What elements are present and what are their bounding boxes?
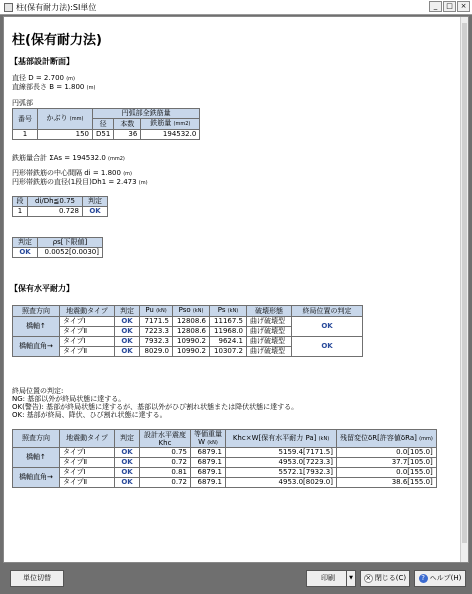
table-row <box>13 207 108 217</box>
table-cell: 7932.3 <box>140 337 173 347</box>
col-cover <box>38 109 93 130</box>
table-cell: di/Dh≦0.75 <box>28 197 83 207</box>
minimize-button[interactable]: _ <box>429 1 442 12</box>
table-cell: タイプⅠ <box>60 448 115 458</box>
table-cell <box>210 306 247 317</box>
table-cell: OK <box>115 448 140 458</box>
table-cell <box>173 306 210 317</box>
table-cell: 1 <box>13 130 38 140</box>
page-title: 柱(保有耐力法) <box>12 33 102 48</box>
table-cell: 1 <box>13 207 28 217</box>
text: (kN) <box>227 308 239 314</box>
table-row <box>13 458 437 468</box>
col-no: 番号 <box>13 109 38 130</box>
table-row <box>13 430 437 448</box>
table-cell: 地震動タイプ <box>60 430 115 448</box>
text: (m) <box>138 180 148 186</box>
table-cell: 11968.0 <box>210 327 247 337</box>
capacity-table <box>12 305 363 357</box>
section-design: 【基部設計断面】 <box>10 57 74 66</box>
table-cell: 曲げ破壊型 <box>247 327 292 337</box>
table-cell: 判定 <box>13 238 38 248</box>
diameter-line <box>12 74 75 83</box>
section-capacity: 【保有水平耐力】 <box>10 284 74 293</box>
maximize-button[interactable]: □ <box>443 1 456 12</box>
text: (kN) <box>192 308 204 314</box>
text: Khc <box>158 438 172 447</box>
table-row <box>13 337 363 347</box>
table-cell: 36 <box>114 130 141 140</box>
table-cell: 6879.1 <box>191 478 226 488</box>
table-cell <box>140 306 173 317</box>
table-cell: タイプⅡ <box>60 478 115 488</box>
table-cell: 7171.5 <box>140 317 173 327</box>
table-row <box>13 109 200 119</box>
table-cell: 曲げ破壊型 <box>247 317 292 327</box>
table-cell <box>191 430 226 448</box>
table-cell <box>337 430 437 448</box>
table-cell: 橋軸↑ <box>13 448 60 468</box>
note-ok: OK: 基部が終局、降伏、ひび割れ状態に達する。 <box>12 411 167 419</box>
note-title: 終局位置の判定: <box>12 387 64 395</box>
col-dia: 径 <box>93 119 114 130</box>
text: かぶり <box>46 114 68 122</box>
table-cell: 0.81 <box>140 468 191 478</box>
help-icon: ? <box>419 574 428 583</box>
table-row <box>13 197 108 207</box>
table-cell: タイプⅡ <box>60 327 115 337</box>
table-cell: OK <box>115 337 140 347</box>
text: (kN) <box>207 440 218 446</box>
table-cell: 橋軸↑ <box>13 317 60 337</box>
text: (mm) <box>69 116 84 122</box>
print-dropdown-button[interactable]: ▼ <box>346 570 356 587</box>
table-cell: 6879.1 <box>191 468 226 478</box>
table-row <box>13 317 363 327</box>
close-window-button[interactable]: × <box>457 1 470 12</box>
table-cell: 0.72 <box>140 458 191 468</box>
table-cell: OK <box>292 317 363 337</box>
col-group: 円弧部全鉄筋量 <box>93 109 200 119</box>
close-icon: × <box>365 573 372 582</box>
window-controls <box>429 1 470 12</box>
window-title: 柱(保有耐力法):SI単位 <box>16 2 97 12</box>
table-cell: 橋軸直角→ <box>13 337 60 357</box>
text: ヘルプ(H) <box>429 574 462 582</box>
text: 直線部長さ B = 1.800 <box>12 83 85 91</box>
table-row <box>13 238 103 248</box>
table-cell: 7223.3 <box>140 327 173 337</box>
table-cell: 地震動タイプ <box>60 306 115 317</box>
table-cell: 曲げ破壊型 <box>247 337 292 347</box>
text: W <box>198 438 206 446</box>
table-cell: 194532.0 <box>141 130 200 140</box>
table-row <box>13 448 437 458</box>
col-count: 本数 <box>114 119 141 130</box>
text: Khc×W[保有水平耐力 Pa] <box>232 433 317 442</box>
table-cell: 4953.0[7223.3] <box>226 458 337 468</box>
table-cell: 照査方向 <box>13 306 60 317</box>
text: 残留変位δR[許容値δRa] <box>340 433 417 442</box>
table-cell: D51 <box>93 130 114 140</box>
text: 直径 D = 2.700 <box>12 74 64 82</box>
col-area <box>141 119 200 130</box>
ratio-table <box>12 196 108 217</box>
table-cell: タイプⅠ <box>60 468 115 478</box>
table-cell: タイプⅠ <box>60 337 115 347</box>
table-cell: 10990.2 <box>173 337 210 347</box>
table-cell: 10990.2 <box>173 347 210 357</box>
table-cell: 判定 <box>115 430 140 448</box>
table-cell: 12808.6 <box>173 327 210 337</box>
table-cell: 4953.0[8029.0] <box>226 478 337 488</box>
table-cell: 判定 <box>83 197 108 207</box>
text: 円形帯鉄筋の中心間隔 di = 1.800 <box>12 169 121 177</box>
title-bar <box>0 0 472 15</box>
table-row <box>13 248 103 258</box>
table-cell: OK <box>13 248 38 258</box>
table-cell: 8029.0 <box>140 347 173 357</box>
text: 円形帯鉄筋の直径(1段目)Dh1 = 2.473 <box>12 178 137 186</box>
text: Pu <box>145 306 154 314</box>
table-cell: 判定 <box>115 306 140 317</box>
text: 等価重量 <box>194 430 222 438</box>
note-warning: OK(警告): 基部が終局状態に達するが、基部以外がひび割れ状態または降伏状態に達する。 <box>12 403 299 411</box>
length-line <box>12 83 95 92</box>
table-cell: 0.728 <box>28 207 83 217</box>
table-cell: 6879.1 <box>191 458 226 468</box>
text: (mm2) <box>173 121 191 127</box>
total-rebar <box>12 154 125 163</box>
table-cell: タイプⅡ <box>60 458 115 468</box>
text: (m) <box>86 85 96 91</box>
text: (kN) <box>156 308 167 314</box>
text: Ps <box>217 306 226 314</box>
table-cell: OK <box>115 468 140 478</box>
table-cell: 11167.5 <box>210 317 247 327</box>
text: 閉じる(C) <box>374 574 407 582</box>
table-cell: 橋軸直角→ <box>13 468 60 488</box>
table-cell: 150 <box>38 130 93 140</box>
vertical-scrollbar[interactable] <box>460 17 468 562</box>
table-cell: 0.0[105.0] <box>337 448 437 458</box>
table-cell: タイプⅡ <box>60 347 115 357</box>
report-view[interactable] <box>3 16 469 563</box>
table-cell: ρs[下限値] <box>38 238 103 248</box>
table-cell: 0.75 <box>140 448 191 458</box>
table-cell: OK <box>115 478 140 488</box>
table-row <box>13 306 363 317</box>
circle-rebar-table <box>12 108 200 140</box>
rho-table <box>12 237 103 258</box>
text: 鉄筋量合計 ΣAs = 194532.0 <box>12 154 106 162</box>
table-cell: 9624.1 <box>210 337 247 347</box>
text: (mm) <box>419 435 433 442</box>
table-cell <box>226 430 337 448</box>
app-icon <box>4 3 13 12</box>
text: 鉄筋量 <box>150 119 172 127</box>
table-cell: OK <box>115 327 140 337</box>
table-row <box>13 468 437 478</box>
table-cell: 37.7[105.0] <box>337 458 437 468</box>
text: 設計水平震度 <box>144 430 186 439</box>
table-cell: 終局位置の判定 <box>292 306 363 317</box>
text: (m) <box>123 171 132 177</box>
table-cell: タイプⅠ <box>60 317 115 327</box>
table-cell: OK <box>83 207 108 217</box>
table-cell: 照査方向 <box>13 430 60 448</box>
scrollbar-thumb[interactable] <box>462 23 467 543</box>
table-cell: OK <box>115 317 140 327</box>
table-row <box>13 478 437 488</box>
table-cell: 段 <box>13 197 28 207</box>
text: Pso <box>178 306 191 314</box>
table-cell: OK <box>115 347 140 357</box>
table-cell: 5159.4[7171.5] <box>226 448 337 458</box>
table-cell: 12808.6 <box>173 317 210 327</box>
table-cell: 曲げ破壊型 <box>247 347 292 357</box>
table-cell: OK <box>292 337 363 357</box>
table-cell: 6879.1 <box>191 448 226 458</box>
hoop-dia <box>12 178 148 187</box>
table-cell: OK <box>115 458 140 468</box>
center-dist <box>12 169 132 178</box>
table-row <box>13 130 200 140</box>
circle-label: 円弧部 <box>12 99 33 107</box>
text: (kN) <box>318 435 330 442</box>
seismic-table <box>12 429 437 488</box>
table-cell: 0.0052[0.0030] <box>38 248 103 258</box>
table-cell: 0.72 <box>140 478 191 488</box>
table-cell: 破壊形態 <box>247 306 292 317</box>
table-cell: 38.6[155.0] <box>337 478 437 488</box>
note-ng: NG: 基部以外が終局状態に達する。 <box>12 395 126 403</box>
table-cell: 0.0[155.0] <box>337 468 437 478</box>
close-button[interactable] <box>360 570 410 587</box>
help-button[interactable] <box>414 570 466 587</box>
table-cell <box>140 430 191 448</box>
text: (mm2) <box>108 156 125 162</box>
table-cell: 5572.1[7932.3] <box>226 468 337 478</box>
unit-switch-button[interactable]: 単位切替 <box>10 570 64 587</box>
table-cell: 10307.2 <box>210 347 247 357</box>
text: (m) <box>66 76 75 82</box>
print-button[interactable]: 印刷 <box>306 570 350 587</box>
